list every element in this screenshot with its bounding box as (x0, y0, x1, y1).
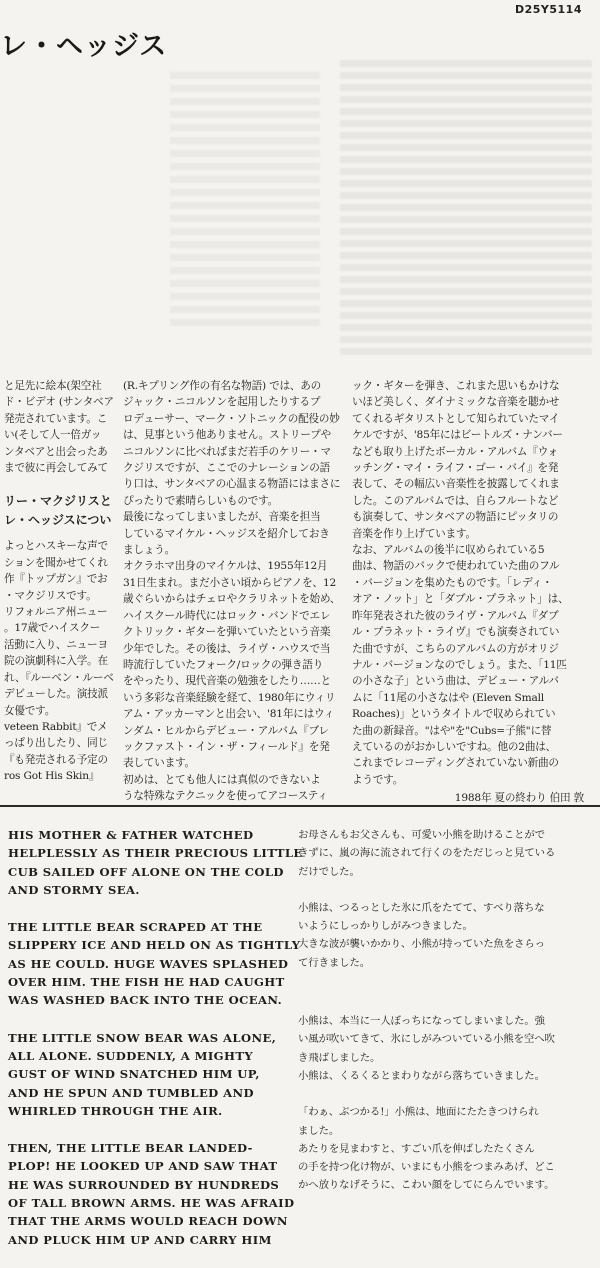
story-jp-line: お母さんもお父さんも、可愛い小熊を助けることがで (298, 829, 545, 841)
text-line: クジリスですが、ここでのナレーションの語 (123, 462, 331, 475)
text-line: 活動に入り、ニューヨ (4, 638, 108, 651)
text-line: ましょう。 (123, 544, 175, 557)
text-line: ハイスクール時代にはロック・バンドでエレ (123, 609, 331, 622)
story-en-line: HE WAS SURROUNDED BY HUNDREDS (8, 1177, 280, 1192)
text-line: っぱり出したり、同じ (4, 737, 108, 750)
heading-line: リー・マクジリスと (4, 494, 112, 509)
story-jp-line: て行きました。 (298, 956, 371, 969)
story-jp-paragraph (298, 899, 594, 972)
text-line: なお、アルバムの後半に収められている5 (352, 544, 545, 557)
text-line: 音楽を作り上げています。 (352, 527, 476, 540)
heading-line: レ・ヘッジスについ (4, 513, 112, 528)
story-en-line: AND HE SPUN AND TUMBLED AND (8, 1085, 254, 1100)
story-jp-line: あたりを見まわすと、すごい爪を伸ばしたたくさん (298, 1142, 535, 1155)
text-line: よっとハスキーな声で (4, 540, 108, 553)
text-line: れ、『ルーベン・ルーベ (4, 671, 114, 684)
text-line: (R.キプリング作の有名な物語) では、あの (123, 380, 322, 392)
text-line: 院の演劇科に入学。在 (4, 655, 108, 668)
text-line: 時流行していたフォーク/ロックの弾き語り (123, 658, 324, 671)
story-jp-line: 「わぁ、ぶつかる!」小熊は、地面にたたきつけられ (298, 1106, 539, 1119)
story-jp-paragraph (298, 1012, 594, 1085)
story-en-line: GUST OF WIND SNATCHED HIM UP, (8, 1067, 260, 1082)
story-en-paragraph (8, 826, 303, 899)
catalog-number: D25Y5114 (514, 3, 582, 16)
text-line: ックファスト・イン・ザ・フィールド』を発 (123, 740, 330, 753)
text-line: ぴったりで素晴らしいものです。 (123, 494, 279, 507)
text-line: 少年でした。その後は、ライヴ・ハウスで当 (123, 642, 331, 655)
text-line: えているのがおかしいですね。他の2曲は、 (352, 740, 557, 753)
text-line: た曲の新録音。"はや"を"Cubs=子熊"に替 (352, 724, 552, 737)
story-jp-paragraph (298, 826, 594, 881)
text-line: てくれるギタリストとして知られていたマイ (352, 412, 560, 425)
show-through-texture (340, 60, 592, 360)
story-jp-line: 小熊は、くるくるとまわりながら落ちていきました。 (298, 1069, 545, 1082)
story-en-paragraph (8, 1139, 295, 1249)
text-line: ック・ギターを弾き、これまた思いもかけな (352, 380, 560, 392)
page-title: レ・ヘッジス (0, 31, 168, 62)
text-line: た曲ですが、こちらのアルバムの方がオリジ (352, 642, 559, 655)
text-line: と足先に絵本(架空社 (4, 380, 102, 392)
section-heading (4, 492, 118, 530)
show-through-texture-left (170, 72, 320, 332)
text-line: ニコルソンに比べればまだ若手のケリー・マ (123, 445, 331, 458)
story-jp-line: き飛ばしました。 (298, 1051, 381, 1064)
text-line: ッチング・マイ・ライフ・ゴー・バイ』を発 (352, 462, 559, 475)
story-en-line: AND PLUCK HIM UP AND CARRY HIM (8, 1232, 272, 1247)
text-line: まで彼に再会してみて (4, 462, 108, 475)
story-japanese (298, 826, 594, 1229)
text-line: 表しています。 (123, 757, 195, 770)
text-line: なども取り上げたボーカル・アルバム『ウォ (352, 445, 559, 458)
text-line: ロデューサー、マーク・ソトニックの配役の妙 (123, 412, 340, 425)
story-en-paragraph (8, 918, 301, 1009)
story-en-paragraph (8, 1029, 283, 1120)
text-line: 最後になってしまいましたが、音楽を担当 (123, 511, 321, 524)
text-line: veteen Rabbit』でメ (4, 720, 108, 733)
text-line: うな特殊なテクニックを使ってアコースティ (123, 790, 328, 803)
story-jp-line: 小熊は、つるっとした氷に爪をたてて、すべり落ちな (298, 901, 545, 914)
story-jp-line: 小熊は、本当に一人ぼっちになってしまいました。強 (298, 1015, 545, 1028)
story-en-line: WHIRLED THROUGH THE AIR. (8, 1103, 223, 1118)
text-line: ションを聞かせてくれ (4, 556, 108, 569)
text-line: いう多彩な音楽経験を経て、1980年にウィリ (123, 691, 336, 704)
story-en-line: THE LITTLE BEAR SCRAPED AT THE (8, 920, 263, 935)
story-jp-line: 大きな波が襲いかかり、小熊が持っていた魚をさらっ (298, 938, 545, 951)
text-line: ンタベアと出会ったあ (4, 445, 108, 458)
story-jp-paragraph (298, 1103, 594, 1194)
text-line: 昨年発表された彼のライヴ・アルバム『ダブ (352, 609, 559, 622)
text-line: ros Got His Skin』 (4, 770, 100, 783)
story-jp-line: いようにしっかりしがみつきました。 (298, 920, 473, 933)
story-en-line: THAT THE ARMS WOULD REACH DOWN (8, 1214, 288, 1229)
story-jp-line: きずに、嵐の海に流されて行くのをただじっと見ている (298, 847, 556, 860)
text-line: クトリック・ギターを弾いていたという音楽 (123, 626, 331, 639)
story-en-line: CUB SAILED OFF ALONE ON THE COLD (8, 864, 284, 879)
story-en-line: AND STORMY SEA. (8, 882, 140, 897)
text-line: オア・ノット」と「ダブル・プラネット」は、 (352, 593, 569, 606)
story-en-line: SLIPPERY ICE AND HELD ON AS TIGHTLY (8, 938, 301, 953)
story-en-line: OF TALL BROWN ARMS. HE WAS AFRAID (8, 1196, 295, 1211)
text-line: ・マクジリスです。 (4, 589, 97, 602)
text-line: 作『トップガン』でお (4, 573, 108, 586)
text-line: オクラホマ出身のマイケルは、1955年12月 (123, 560, 328, 573)
story-en-line: OVER HIM. THE FISH HE HAD CAUGHT (8, 975, 285, 990)
text-line: 発売されています。こ (4, 412, 108, 425)
story-en-line: AS HE COULD. HUGE WAVES SPLASHED (8, 956, 289, 971)
text-line: 31日生まれ。まだ小さい頃からピアノを、12 (123, 576, 337, 589)
story-en-line: WAS WASHED BACK INTO THE OCEAN. (8, 993, 283, 1008)
text-line: 表して、その幅広い音楽性を披露してくれま (352, 478, 560, 491)
story-en-line: HELPLESSLY AS THEIR PRECIOUS LITTLE (8, 846, 303, 861)
story-en-line: ALL ALONE. SUDDENLY, A MIGHTY (8, 1048, 254, 1063)
story-jp-line: だけでした。 (298, 865, 360, 878)
story-en-line: THE LITTLE SNOW BEAR WAS ALONE, (8, 1030, 277, 1045)
story-en-line: THEN, THE LITTLE BEAR LANDED- (8, 1141, 253, 1156)
text-line: いほど美しく、ダイナミックな音楽を聴かせ (352, 396, 560, 409)
text-line: 。17歳でハイスクー (4, 622, 101, 635)
text-line: ケルですが、'85年にはビートルズ・ナンバー (352, 429, 563, 442)
text-line: の小さな子」という曲は、デビュー・アルバ (352, 675, 559, 688)
text-line: しているマイケル・ヘッジスを紹介しておき (123, 527, 330, 540)
separator-rule (0, 805, 600, 807)
text-line: リフォルニア州ニュー (4, 606, 108, 619)
text-line: ・バージョンを集めたものです。「レディ・ (352, 576, 553, 589)
text-line: 女優です。 (4, 704, 56, 717)
story-jp-line: ました。 (298, 1124, 340, 1137)
notes-column-2 (123, 378, 341, 805)
text-line: をやったり、現代音楽の勉強をしたり……と (123, 675, 331, 688)
text-line: ナル・バージョンなのでしょう。また、「11匹 (352, 658, 567, 671)
story-jp-line: かへ放りなげそうに、こわい顔をしてにらんでいます。 (298, 1179, 555, 1192)
text-line: ンダム・ヒルからデビュー・アルバム『ブレ (123, 724, 329, 737)
text-line: も演奏して、サンタベアの物語にピッタリの (352, 511, 559, 524)
text-line: 初めは、とても他人には真似のできないよ (123, 773, 321, 786)
text-line: り口は、サンタベアの心温まる物語にはまさに (123, 478, 341, 491)
text-line: は、見事という他ありません。ストリープや (123, 429, 331, 442)
text-line: い(そして人一倍ガッ (4, 429, 102, 442)
story-english (8, 826, 303, 1268)
text-line: ようです。 (352, 773, 404, 786)
notes-column-3 (352, 378, 588, 807)
text-line: ル・プラネット・ライヴ』でも演奏されてい (352, 626, 560, 639)
text-line: これまでレコーディングされていない新曲の (352, 757, 559, 770)
text-line: 曲は、物語のバックで使われていた曲のフル (352, 560, 560, 573)
text-line: アム・アッカーマンと出会い、'81年にはウィ (123, 708, 335, 721)
text-line: ジャック・ニコルソンを起用したりするプ (123, 396, 321, 409)
story-en-line: HIS MOTHER & FATHER WATCHED (8, 828, 254, 842)
text-line: Roaches)」というタイトルで収められてい (352, 708, 556, 721)
text-line: ムに「11尾の小さなはや (Eleven Small (352, 691, 544, 704)
text-line: 歳ぐらいからはチェロやクラリネットを始め、 (123, 593, 341, 606)
text-line: した。このアルバムでは、自らフルートなど (352, 494, 559, 507)
text-line: 『も発売される予定の (4, 753, 108, 766)
story-jp-line: い風が吹いてきて、氷にしがみついている小熊を空へ吹 (298, 1033, 555, 1046)
text-line: デビューした。演技派 (4, 688, 108, 701)
story-en-line: PLOP! HE LOOKED UP AND SAW THAT (8, 1159, 278, 1174)
story-jp-line: の手を持つ化け物が、いまにも小熊をつまみあげ、どこ (298, 1161, 555, 1174)
signoff: 1988年 夏の終わり 伯田 敦 (454, 792, 584, 805)
text-line: ド・ビデオ (サンタベア (4, 396, 114, 409)
notes-column-1 (4, 378, 118, 785)
